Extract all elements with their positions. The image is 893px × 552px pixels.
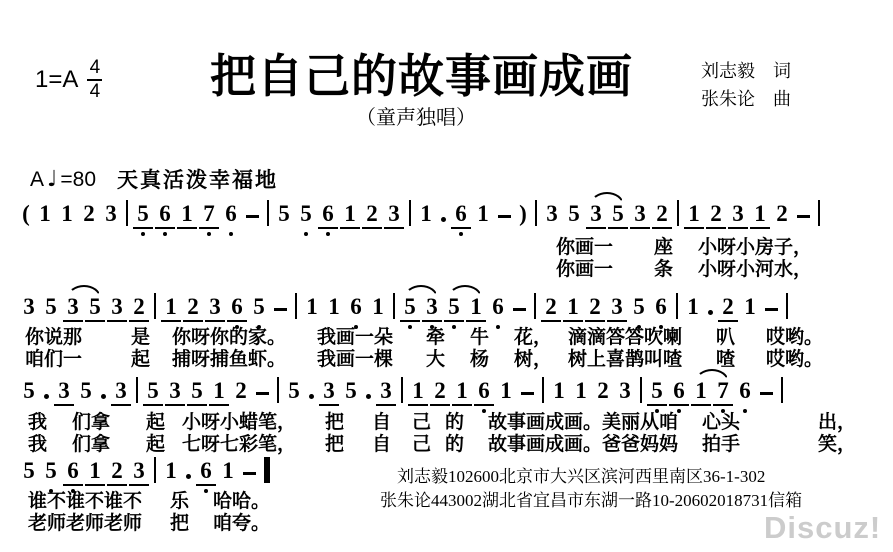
final-barline [264, 457, 270, 483]
lyric-row [0, 429, 893, 455]
lyric-row [0, 407, 893, 433]
duration-dash [256, 392, 269, 395]
lyric-segment: 喳 [716, 349, 736, 370]
note: 5 [447, 295, 461, 319]
barline [676, 293, 678, 319]
lyric-segment: 我画一朵 [317, 327, 394, 348]
note: 5 [568, 201, 580, 226]
tie-slur [589, 202, 625, 226]
lyric-segment: 是 [131, 327, 151, 348]
note: 1 [500, 378, 512, 403]
lyric-segment: 条 [654, 259, 674, 280]
note: 5 [299, 202, 313, 226]
barline [542, 377, 544, 403]
lyric-segment: 咱夸。 [213, 513, 271, 534]
note: 2 [434, 378, 446, 403]
note: 3 [67, 294, 79, 319]
parenthesis: ( [22, 201, 30, 226]
note: 5 [191, 378, 203, 403]
note: 6 [454, 202, 468, 226]
note: 2 [133, 294, 145, 319]
lyric-segment: 小呀小河水， [698, 259, 813, 280]
lyric-segment: 你画一 [556, 259, 614, 280]
duration-dash [797, 215, 810, 218]
note: 3 [611, 294, 623, 319]
lyric-segment: 老师老师老师 [28, 513, 143, 534]
note: 2 [656, 201, 668, 226]
note: 1 [344, 201, 356, 226]
duration-dash [765, 308, 778, 311]
note: 3 [169, 378, 181, 403]
note: 3 [23, 294, 35, 319]
note: 1 [222, 458, 234, 483]
barline [409, 200, 411, 226]
lyric-segment: 把 [325, 434, 345, 455]
rhythm-dot [101, 394, 106, 399]
lyric-row [0, 508, 893, 534]
note: 1 [567, 294, 579, 319]
lyric-segment: 花， [514, 327, 553, 348]
note: 7 [716, 379, 730, 403]
barline [401, 377, 403, 403]
barline [786, 293, 788, 319]
barline [154, 293, 156, 319]
note: 2 [235, 378, 247, 403]
note: 5 [632, 295, 646, 319]
parenthesis: ) [519, 201, 527, 226]
duration-dash [760, 392, 773, 395]
lyric-segment: 叭 [716, 327, 736, 348]
rhythm-dot [309, 394, 314, 399]
note: 3 [58, 378, 70, 403]
note: 6 [199, 459, 213, 483]
lyric-segment: 树上喜鹊叫喳 [568, 349, 683, 370]
discuz-watermark: Discuz! [764, 510, 882, 545]
music-line [22, 377, 783, 403]
note: 3 [323, 378, 335, 403]
note: 6 [738, 379, 752, 403]
key-label: 1=A [35, 66, 79, 93]
lyric-segment: 咱们一 [25, 349, 83, 370]
lyric-segment: 的 [445, 434, 465, 455]
note: 1 [61, 201, 73, 226]
note: 1 [477, 201, 489, 226]
barline [136, 377, 138, 403]
lyric-segment: 拍手 [702, 434, 741, 455]
note: 3 [732, 201, 744, 226]
note: 1 [372, 294, 384, 319]
note: 1 [688, 201, 700, 226]
lyric-segment: 小呀小房子， [698, 237, 813, 258]
address-line-1: 刘志毅102600北京市大兴区滨河西里南区36-1-302 [397, 467, 766, 486]
note: 1 [39, 201, 51, 226]
note: 1 [328, 294, 340, 319]
note: 1 [744, 294, 756, 319]
lyric-segment: 笑， [818, 434, 857, 455]
note: 3 [115, 378, 127, 403]
note: 5 [147, 378, 159, 403]
music-line [22, 457, 270, 483]
duration-dash [243, 472, 256, 475]
lyric-segment: 自 [372, 412, 392, 433]
lyric-segment: 把 [325, 412, 345, 433]
lyric-segment: 杨 [470, 349, 490, 370]
rhythm-dot [441, 217, 446, 222]
note: 2 [722, 294, 734, 319]
lyric-segment: 牵 [426, 327, 446, 348]
lyric-segment: 起 [131, 349, 151, 370]
tie-slur [694, 379, 730, 403]
note: 3 [105, 201, 117, 226]
lyric-segment: 哎哟。 [766, 327, 824, 348]
note: 5 [80, 378, 92, 403]
lyric-segment: 七呀七彩笔， [182, 434, 297, 455]
note: 5 [23, 378, 35, 403]
expression-text: 天真活泼幸福地 [117, 168, 278, 192]
rhythm-dot [186, 474, 191, 479]
barline [781, 377, 783, 403]
note: 3 [388, 201, 400, 226]
note: 1 [89, 458, 101, 483]
lyric-segment: 心头 [702, 412, 741, 433]
note: 2 [83, 201, 95, 226]
note: 6 [654, 295, 668, 319]
note: 1 [456, 378, 468, 403]
barline [818, 200, 820, 226]
lyric-segment: 故事画成画。 [488, 434, 603, 455]
lyric-segment: 我 [28, 434, 48, 455]
quarter-note-icon: ♩ [47, 167, 58, 192]
address-line-2: 张朱论443002湖北省宜昌市东湖一路10-20602018731信箱 [380, 491, 803, 510]
lyric-segment: 们拿 [72, 434, 111, 455]
time-signature [87, 58, 102, 102]
note: 6 [66, 459, 80, 483]
note: 6 [158, 202, 172, 226]
note: 2 [545, 294, 557, 319]
composer-credit: 张朱论 曲 [701, 89, 791, 109]
barline [677, 200, 679, 226]
note: 1 [754, 201, 766, 226]
barline [126, 200, 128, 226]
lyric-segment: 捕呀捕鱼虾。 [172, 349, 287, 370]
note: 6 [321, 202, 335, 226]
note: 1 [553, 378, 565, 403]
note: 6 [224, 202, 238, 226]
note: 1 [687, 294, 699, 319]
lyric-row [0, 322, 893, 348]
lyric-segment: 我 [28, 412, 48, 433]
note: 3 [619, 378, 631, 403]
lyricist-credit: 刘志毅 词 [701, 61, 791, 81]
note: 1 [181, 201, 193, 226]
note: 1 [412, 378, 424, 403]
note: 3 [546, 201, 558, 226]
lyric-segment: 的 [445, 412, 465, 433]
note: 1 [165, 458, 177, 483]
key-signature [35, 58, 102, 102]
note: 1 [575, 378, 587, 403]
note: 1 [470, 294, 482, 319]
lyric-segment: 把 [170, 513, 190, 534]
note: 5 [403, 295, 417, 319]
note: 3 [590, 201, 602, 226]
lyric-segment: 己 [412, 434, 432, 455]
note: 5 [252, 295, 266, 319]
note: 2 [366, 201, 378, 226]
rhythm-dot [366, 394, 371, 399]
lyric-segment: 你说那 [25, 327, 83, 348]
note: 1 [165, 294, 177, 319]
note: 3 [425, 295, 439, 319]
lyric-segment: 你呀你的家。 [172, 327, 287, 348]
note: 5 [612, 201, 624, 226]
note: 5 [136, 202, 150, 226]
barline [393, 293, 395, 319]
note: 2 [589, 294, 601, 319]
music-line [22, 200, 820, 226]
note: 1 [420, 201, 432, 226]
note: 5 [345, 378, 357, 403]
note: 6 [230, 295, 244, 319]
lyric-segment: 们拿 [72, 412, 111, 433]
lyric-segment: 牛 [470, 327, 490, 348]
note: 2 [597, 378, 609, 403]
lyric-row [0, 232, 893, 258]
note: 3 [209, 294, 221, 319]
note: 3 [380, 378, 392, 403]
tie-slur [403, 295, 439, 319]
note: 1 [695, 378, 707, 403]
song-subtitle: （童声独唱） [356, 107, 476, 129]
duration-dash [498, 215, 511, 218]
duration-dash [274, 308, 287, 311]
note: 6 [349, 295, 363, 319]
note: 5 [288, 378, 300, 403]
barline [535, 200, 537, 226]
lyric-segment: 己 [412, 412, 432, 433]
note: 2 [187, 294, 199, 319]
tie-slur [447, 295, 483, 319]
lyric-row [0, 344, 893, 370]
tempo-prefix: A [30, 168, 45, 191]
lyric-segment: 我画一棵 [317, 349, 394, 370]
lyric-segment: 美丽从咱 [602, 412, 679, 433]
note: 2 [111, 458, 123, 483]
song-title: 把自己的故事画成画 [210, 51, 633, 102]
duration-dash [246, 215, 259, 218]
rhythm-dot [44, 394, 49, 399]
lyric-segment: 小呀小蜡笔， [182, 412, 297, 433]
rhythm-dot [708, 310, 713, 315]
lyric-segment: 树， [514, 349, 553, 370]
barline [154, 457, 156, 483]
note: 6 [672, 379, 686, 403]
barline [295, 293, 297, 319]
barline [277, 377, 279, 403]
note: 1 [306, 294, 318, 319]
lyric-segment: 座 [654, 237, 674, 258]
note: 7 [202, 202, 216, 226]
note: 5 [44, 459, 58, 483]
note: 5 [45, 294, 57, 319]
time-signature-bottom: 4 [89, 81, 101, 102]
duration-dash [513, 308, 526, 311]
tie-slur [66, 295, 102, 319]
lyric-segment: 哎哟。 [766, 349, 824, 370]
note: 1 [213, 378, 225, 403]
barline [267, 200, 269, 226]
lyric-segment: 大 [426, 349, 446, 370]
lyric-segment: 哈哈。 [213, 491, 271, 512]
lyric-segment: 故事画成画。 [488, 412, 603, 433]
music-line [22, 293, 788, 319]
lyric-segment: 自 [372, 434, 392, 455]
note: 5 [278, 201, 290, 226]
duration-dash [521, 392, 534, 395]
note: 2 [776, 201, 788, 226]
lyric-segment: 起 [146, 434, 166, 455]
note: 5 [89, 294, 101, 319]
note: 5 [650, 379, 664, 403]
lyric-segment: 你画一 [556, 237, 614, 258]
lyric-segment: 出， [818, 412, 857, 433]
tempo-bpm: =80 [60, 168, 97, 191]
note: 6 [477, 379, 491, 403]
note: 2 [710, 201, 722, 226]
barline [534, 293, 536, 319]
tempo-marking [30, 168, 96, 192]
note: 3 [133, 458, 145, 483]
lyric-row [0, 254, 893, 280]
time-signature-top: 4 [89, 57, 101, 78]
lyric-segment: 爸爸妈妈 [602, 434, 679, 455]
lyric-segment: 乐 [170, 491, 190, 512]
note: 6 [491, 295, 505, 319]
note: 3 [634, 201, 646, 226]
note: 5 [23, 458, 35, 483]
lyric-segment: 滴滴答答吹喇 [568, 327, 683, 348]
lyric-segment: 起 [146, 412, 166, 433]
lyric-segment: 谁不谁不谁不 [28, 491, 143, 512]
note: 3 [111, 294, 123, 319]
barline [640, 377, 642, 403]
